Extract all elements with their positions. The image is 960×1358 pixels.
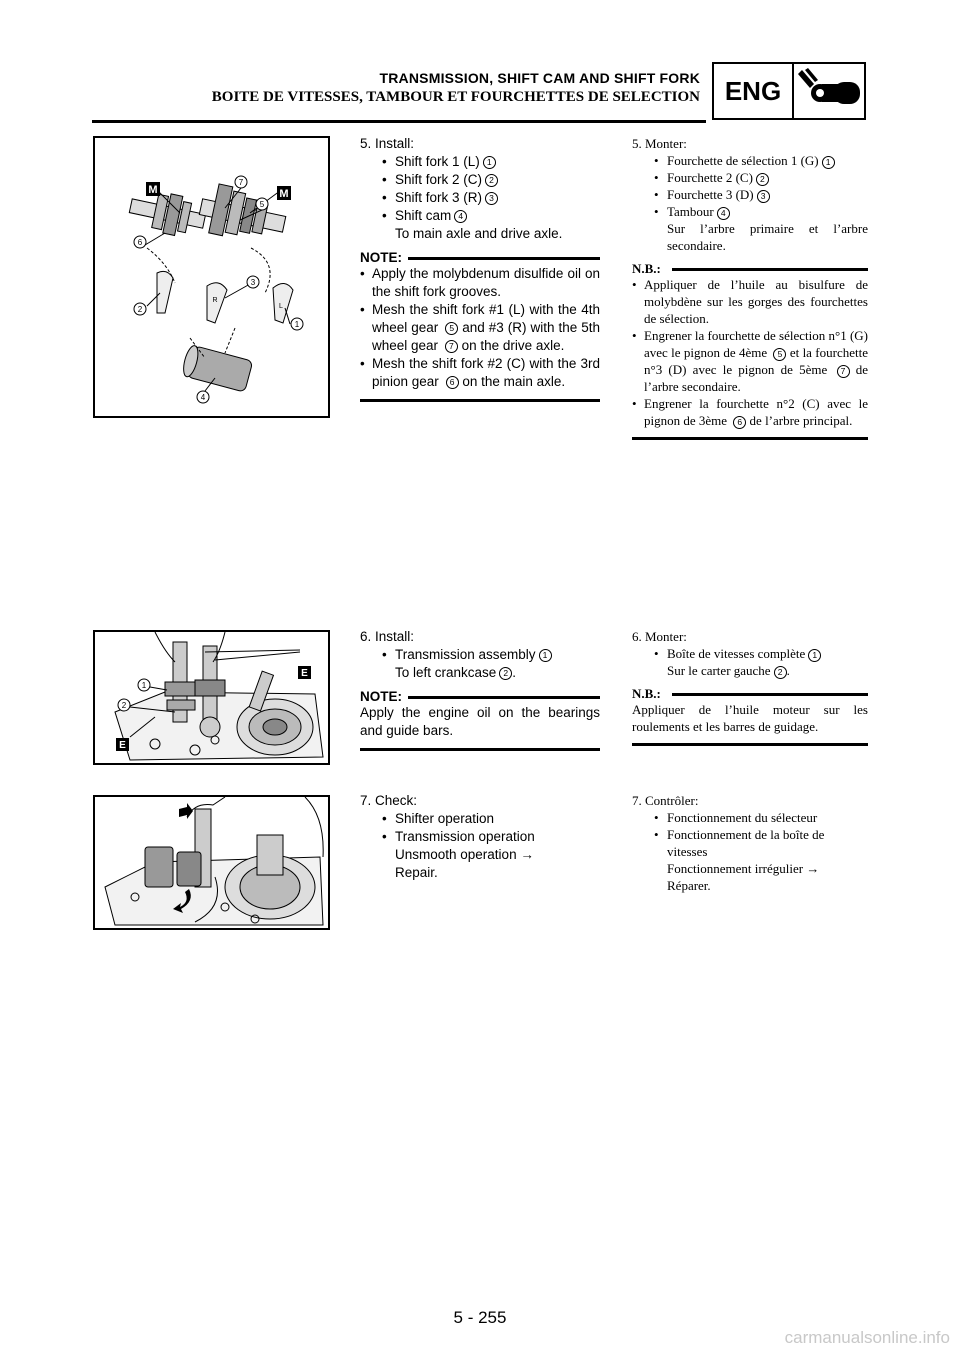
fork-mark-l: L [279,303,283,310]
figure-shifter-check [93,795,330,930]
callout-4 [197,391,209,403]
step-6-french [632,628,868,746]
step-7-english [360,792,600,882]
shift-fork-diagram [95,138,328,416]
shifter-check-diagram [95,797,328,928]
svg-text:1: 1 [141,681,147,690]
step-5-item: • Tambour 4 [632,203,868,220]
step-5-item: • Fourchette de sélection 1 (G) 1 [632,152,868,169]
note-end-rule [632,743,868,746]
step-6-sub: To left crankcase 2 . [395,665,517,680]
crankcase-diagram [95,632,328,763]
step-7-item: • Transmission operation [360,828,600,846]
step-7-action: Repair. [395,865,438,880]
callout-2 [118,699,130,711]
note-item: • Appliquer de l’huile au bisulfure de molybdène sur les gorges des fourchettes de sélection. [632,276,868,327]
moly-oil-symbol-right [277,186,291,200]
note-item: • Mesh the shift fork #1 (L) with the 4th wheel gear 5 and #3 (R) with the 5th wheel gear 7 on the drive axle. [360,301,600,355]
eng-section-badge [712,62,866,120]
step-7-title: 7. Check: [360,793,418,808]
step-7-item: • Fonctionnement de la boîte de vitesses [632,826,868,860]
step-7-french [632,792,868,894]
fork-mark-r: R [212,297,218,304]
step-7-sub: Fonctionnement irrégulier → [667,861,820,876]
header-rule [92,120,706,123]
note-end-rule [632,437,868,440]
step-7-sub: Unsmooth operation → [395,847,534,862]
svg-text:1: 1 [294,320,300,329]
header-title-french: BOITE DE VITESSES, TAMBOUR ET FOURCHETTES DE SELECTION [211,89,700,105]
step-6-title: 6. Install: [360,629,415,644]
svg-text:7: 7 [238,178,244,187]
svg-text:5: 5 [259,200,265,209]
watermark: carmanualsonline.info [784,1328,950,1347]
note-item: • Mesh the shift fork #2 (C) with the 3rd pinion gear 6 on the main axle. [360,355,600,391]
step-5-item: • Shift fork 3 (R) 3 [360,189,600,207]
note-header: NOTE: [360,249,600,265]
figure-transmission-assembly [93,630,330,765]
callout-6 [134,236,146,248]
step-5-sub: Sur l’arbre primaire et l’arbre secondaire. [667,221,868,253]
step-7-item: • Shifter operation [360,810,600,828]
note-text: Appliquer de l’huile moteur sur les roulements et les barres de guidage. [632,702,868,734]
page-number: 5 - 255 [453,1308,507,1327]
step-7-action: Réparer. [667,878,711,893]
step-6-title: 6. Monter: [632,629,687,644]
step-7-item: • Fonctionnement du sélecteur [632,809,868,826]
step-6-english [360,628,600,751]
callout-1 [291,318,303,330]
step-5-item: • Fourchette 3 (D) 3 [632,186,868,203]
svg-text:E: E [301,668,308,679]
step-5-item: • Shift fork 1 (L) 1 [360,153,600,171]
svg-text:2: 2 [121,701,127,710]
engine-oil-symbol-right [298,666,311,679]
callout-7 [235,176,247,188]
callout-1 [138,679,150,691]
note-end-rule [360,748,600,751]
eng-badge-label: ENG [724,76,782,106]
step-5-english [360,135,600,402]
step-5-item: • Shift fork 2 (C) 2 [360,171,600,189]
step-5-item: • Fourchette 2 (C) 2 [632,169,868,186]
engine-tool-icon [796,66,864,116]
step-6-sub: Sur le carter gauche 2 . [667,663,790,678]
note-header: N.B.: [632,685,868,701]
step-5-title: 5. Monter: [632,136,687,151]
note-item: • Engrener la fourchette n°2 (C) avec le pignon de 3ème 6 de l’arbre principal. [632,395,868,429]
step-7-title: 7. Contrôler: [632,793,699,808]
callout-3 [247,276,259,288]
step-6-item: • Transmission assembly 1 [360,646,600,664]
step-5-sub: To main axle and drive axle. [395,226,563,241]
header-title-english: TRANSMISSION, SHIFT CAM AND SHIFT FORK [379,70,700,86]
moly-oil-symbol-left [146,182,160,196]
note-item: • Apply the molybdenum disulfide oil on the shift fork grooves. [360,265,600,301]
callout-5 [256,198,268,210]
figure-shift-forks [93,136,330,418]
note-item: • Engrener la fourchette de sélection n°1 (G) avec le pignon de 4ème 5 et la fourchette n°3 (D) avec le pignon de 5ème 7 de l’arbre secondaire. [632,327,868,395]
svg-text:6: 6 [137,238,143,247]
svg-text:3: 3 [250,278,256,287]
svg-text:M: M [148,184,158,196]
step-5-french [632,135,868,440]
note-header: NOTE: [360,688,600,704]
step-5-item: • Shift cam 4 [360,207,600,225]
svg-text:4: 4 [200,393,206,402]
engine-oil-symbol-left [116,738,129,751]
badge-divider [792,64,794,118]
svg-text:M: M [279,188,289,200]
step-6-item: • Boîte de vitesses complète 1 [632,645,868,662]
svg-text:E: E [119,740,126,751]
callout-2 [134,303,146,315]
svg-text:2: 2 [137,305,143,314]
step-5-title: 5. Install: [360,136,415,151]
note-text: Apply the engine oil on the bearings and guide bars. [360,705,600,738]
note-header: N.B.: [632,260,868,276]
note-end-rule [360,399,600,402]
